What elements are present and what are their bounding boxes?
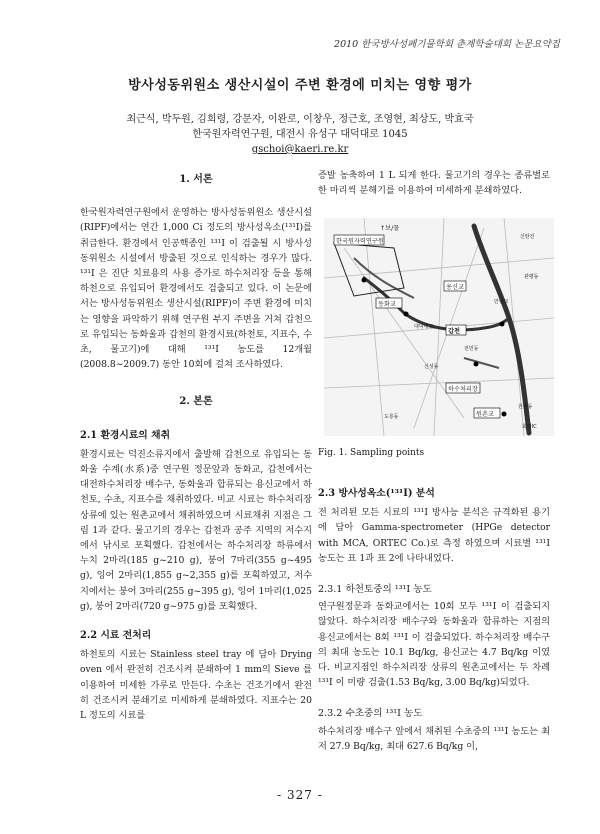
- map-label-b: 전민동: [464, 346, 479, 352]
- sampling-map-figure: [324, 218, 554, 436]
- body-heading: 2. 본론: [179, 396, 213, 408]
- map-label-f: 만년교: [494, 299, 509, 305]
- map-label-h: 신탄진: [520, 234, 535, 240]
- map-label-d: 관평동: [524, 274, 539, 280]
- map-label-a: 원촌동: [518, 404, 533, 410]
- section-2-3-1-heading: 2.3.1 하천토중의 ¹³¹I 농도: [318, 584, 432, 596]
- paper-title: 방사성동위원소 생산시설이 주변 환경에 미치는 영향 평가: [128, 78, 472, 93]
- section-2-3-heading: 2.3 방사성옥소(¹³¹I) 분석: [318, 488, 435, 499]
- section-2-3-1-paragraph: 연구원정문과 동화교에서는 10회 모두 ¹³¹I 이 검출되지 않았다. 하수처리장 배수구와 동화울과 합류하는 지점의 용신교에서는 8회 ¹³¹I 이 검출되었다. 하수처리장 배수구의 최대 농도는 10.1 Bq/kg, 용신교는 4.7 Bq/kg 이였다. 비교지점인 하수처리장 상류의 원촌교에서는 두 차례 ¹³¹I 이 미량 검출(1.53 Bq/kg, 3.00 Bq/kg)되었다.: [318, 601, 550, 689]
- map-label-e: 대덕대교: [414, 324, 434, 330]
- right-column-bottom: [318, 486, 550, 754]
- map-label-g: 회덕IC: [522, 424, 537, 430]
- map-label-i: 도룡동: [384, 414, 399, 420]
- section-2-3-2-heading: 2.3.2 수초중의 ¹³¹I 농도: [318, 708, 423, 720]
- map-label-gapcheon: 갑천: [448, 328, 460, 335]
- map-label-c: 신성동: [424, 364, 439, 370]
- section-2-2-heading: 2.2 시료 전처리: [80, 630, 152, 642]
- page-number: - 327 -: [277, 788, 323, 802]
- intro-heading: 1. 서론: [179, 174, 213, 185]
- map-label-origin: 한국원자력연구원: [336, 238, 384, 245]
- author-affiliation: 한국원자력연구원, 대전시 유성구 대덕대로 1045: [192, 129, 408, 140]
- map-label-sewage: 하수처리장: [448, 386, 478, 393]
- section-2-2-paragraph: 하천토의 시료는 Stainless steel tray 에 담아 Drying oven 에서 완전히 건조시켜 분쇄하여 1 mm의 Sieve 를 이용하여 미세한 가루로 만든다. 수초는 건조기에서 완전히 건조시켜 분쇄기로 미세하게 분쇄하였다. 지표수는 20 L 정도의 시료를: [80, 649, 312, 722]
- section-2-3-2-paragraph: 하수처리장 배수구 앞에서 채취된 수초중의 ¹³¹I 농도는 최저 27.9 Bq/kg, 최대 627.6 Bq/kg 이,: [318, 725, 550, 752]
- section-2-1-paragraph: 환경시료는 덕진소류지에서 출발해 갑천으로 유입되는 동화울 수계(水系)중 연구원 정문앞과 동화교, 갑천에서는 대전하수처리장 배수구, 동화울과 합류되는 용신교에서 하천토, 수초, 지표수를 채취하였다. 비교 시료는 하수처리장 상류에 있는 원촌교에서 채취하였으며 시료채취 지점은 그림 1과 같다. 물고기의 경우는 갑천과 공주 지역의 저수지에서 낚시로 포획했다. 갑천에서는 하수처리장 하류에서 누치 2마리(185 g~210 g), 붕어 7마리(355 g~495 g), 잉어 2마리(1,855 g~2,355 g)를 포획하였고, 저수지에서는 붕어 3마리(255 g~395 g), 잉어 1마리(1,025 g), 붕어 2마리(720 g~975 g)를 포획했다.: [80, 448, 312, 612]
- map-label-wonchon: 원촌교: [476, 411, 494, 418]
- map-label-intake: ↑보/물: [380, 225, 400, 232]
- right-column-top: [318, 168, 550, 198]
- author-email: gschoi@kaeri.re.kr: [251, 144, 349, 155]
- section-2-3-paragraph: 전 처리된 모든 시료의 ¹³¹I 방사능 분석은 규격화된 용기에 담아 Gamma-spectrometer (HPGe detector with MCA, ORTEC Co.)로 측정 하였으며 시료별 ¹³¹I 농도는 표 1과 표 2에 나타내었다.: [318, 507, 550, 564]
- running-header: 2010 한국방사성폐기물학회 춘계학술대회 논문요약집: [334, 39, 560, 50]
- figure-caption: Fig. 1. Sampling points: [318, 448, 425, 458]
- intro-paragraph: 한국원자력연구원에서 운영하는 방사성동위원소 생산시설(RIPF)에서는 연간 1,000 Ci 정도의 방사성옥소(¹³¹I)를 취급한다. 환경에서 인공핵종인 ¹³¹I 이 검출될 시 방사성동위원소 시설에서 방출된 것으로 인식하는 경우가 많다. ¹³¹I 은 진단 치료용의 사용 증가로 하수처리장 등을 통해 하천으로 유입되어 환경에서도 검출되고 있다. 이 논문에서는 방사성동위원소 생산시설(RIPF)이 주변 환경에 미치는 영향을 파악하기 위해 연구원 부지 주변을 거쳐 갑천으로 유입되는 동화울과 갑천의 환경시료(하천토, 지표수, 수초, 물고기)에 대해 ¹³¹I 농도를 12개월(2008.8~2009.7) 동안 10회에 걸쳐 조사하였다.: [80, 207, 312, 371]
- section-2-1-heading: 2.1 환경시료의 채취: [80, 429, 171, 441]
- left-column: [80, 172, 312, 723]
- author-block: [0, 112, 600, 157]
- sampling-map: [324, 218, 554, 436]
- author-names: 최근식, 박두원, 김희령, 강문자, 이완로, 이창우, 정근호, 조영현, 최상도, 박효국: [126, 114, 474, 125]
- map-label-yongsin: 용신교: [446, 284, 464, 291]
- continued-paragraph: 증발 농축하여 1 L 되게 한다. 물고기의 경우는 종류별로 한 마리씩 분해기를 이용하여 미세하게 분쇄하였다.: [318, 170, 550, 197]
- map-label-dongwha: 동화교: [378, 301, 396, 308]
